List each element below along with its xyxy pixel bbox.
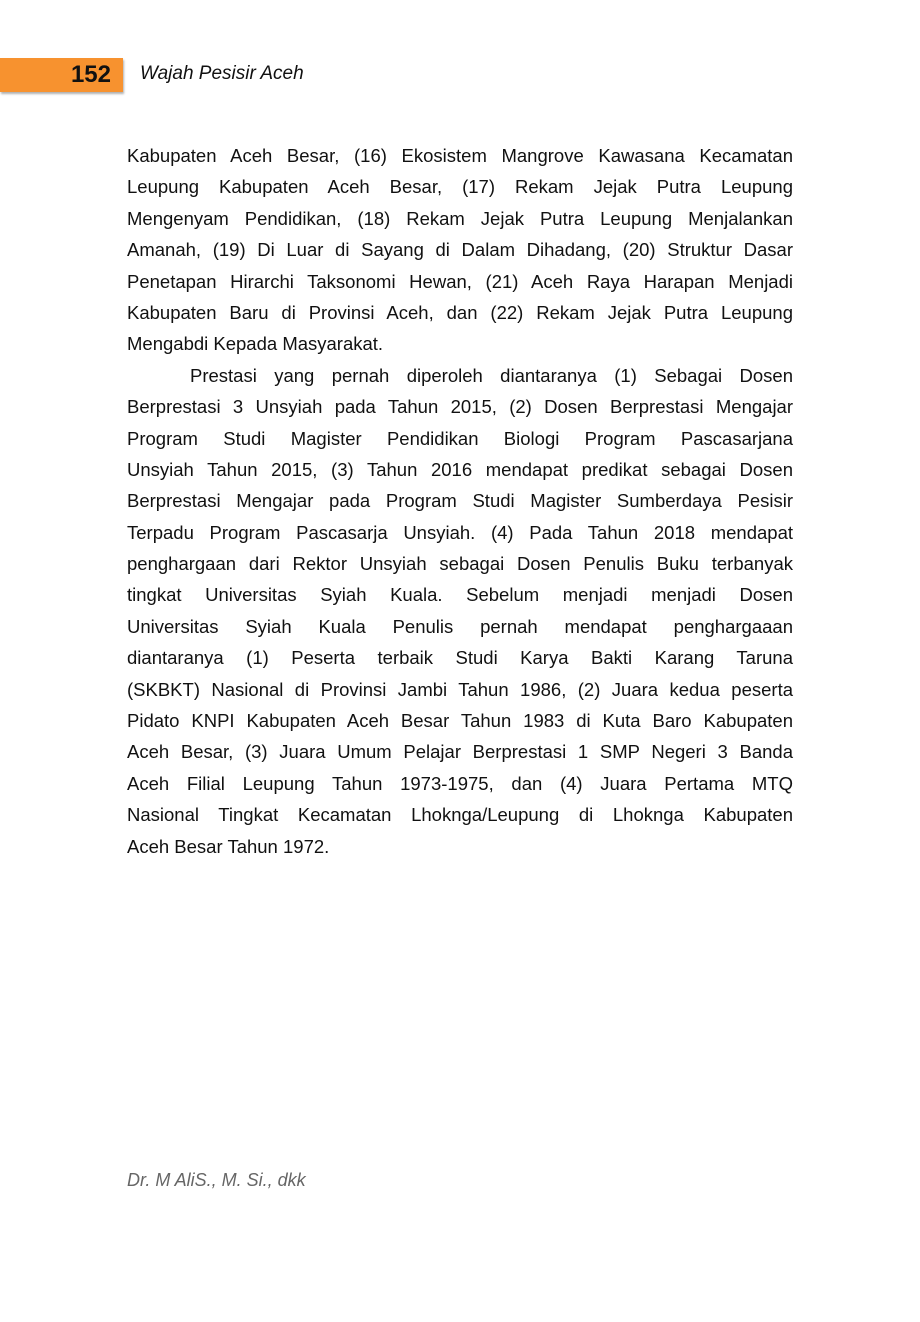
- footer-authors: Dr. M AliS., M. Si., dkk: [127, 1170, 306, 1190]
- text-line: Nasional Tingkat Kecamatan Lhoknga/Leupung di Lhoknga Kabupaten: [127, 804, 793, 826]
- text-line: diantaranya (1) Peserta terbaik Studi Karya Bakti Karang Taruna: [127, 647, 793, 669]
- text-line: Mengenyam Pendidikan, (18) Rekam Jejak Putra Leupung Menjalankan: [127, 207, 793, 229]
- text-line: Universitas Syiah Kuala Penulis pernah mendapat penghargaaan: [127, 615, 793, 637]
- text-line: Penetapan Hirarchi Taksonomi Hewan, (21) Aceh Raya Harapan Menjadi: [127, 270, 793, 292]
- text-line: Leupung Kabupaten Aceh Besar, (17) Rekam Jejak Putra Leupung: [127, 176, 793, 198]
- text-line: tingkat Universitas Syiah Kuala. Sebelum menjadi menjadi Dosen: [127, 584, 793, 606]
- text-line: penghargaan dari Rektor Unsyiah sebagai Dosen Penulis Buku terbanyak: [127, 553, 793, 575]
- running-title: Wajah Pesisir Aceh: [140, 63, 304, 84]
- text-line: Kabupaten Baru di Provinsi Aceh, dan (22) Rekam Jejak Putra Leupung: [127, 301, 793, 323]
- text-line: Berprestasi 3 Unsyiah pada Tahun 2015, (2) Dosen Berprestasi Mengajar: [127, 396, 793, 418]
- text-line: Aceh Besar Tahun 1972.: [127, 835, 330, 857]
- text-line: Aceh Filial Leupung Tahun 1973-1975, dan (4) Juara Pertama MTQ: [127, 772, 793, 794]
- text-line: Aceh Besar, (3) Juara Umum Pelajar Berprestasi 1 SMP Negeri 3 Banda: [127, 741, 793, 763]
- text-line: Prestasi yang pernah diperoleh diantaranya (1) Sebagai Dosen: [190, 364, 793, 386]
- text-line: (SKBKT) Nasional di Provinsi Jambi Tahun 1986, (2) Juara kedua peserta: [127, 678, 793, 700]
- page-number: 152: [70, 61, 111, 88]
- text-line: Kabupaten Aceh Besar, (16) Ekosistem Mangrove Kawasana Kecamatan: [127, 145, 793, 166]
- text-line: Unsyiah Tahun 2015, (3) Tahun 2016 mendapat predikat sebagai Dosen: [127, 458, 793, 480]
- text-line: Terpadu Program Pascasarja Unsyiah. (4) Pada Tahun 2018 mendapat: [127, 521, 793, 543]
- text-line: Program Studi Magister Pendidikan Biologi Program Pascasarjana: [127, 427, 793, 449]
- text-line: Mengabdi Kepada Masyarakat.: [127, 333, 384, 355]
- paragraph: [127, 140, 793, 360]
- page-number-tab: [0, 58, 123, 92]
- text-line: Amanah, (19) Di Luar di Sayang di Dalam Dihadang, (20) Struktur Dasar: [127, 239, 793, 261]
- body-text: [127, 140, 793, 862]
- text-line: Berprestasi Mengajar pada Program Studi Magister Sumberdaya Pesisir: [127, 490, 793, 512]
- text-line: Pidato KNPI Kabupaten Aceh Besar Tahun 1983 di Kuta Baro Kabupaten: [127, 710, 793, 732]
- paragraph: [127, 360, 793, 862]
